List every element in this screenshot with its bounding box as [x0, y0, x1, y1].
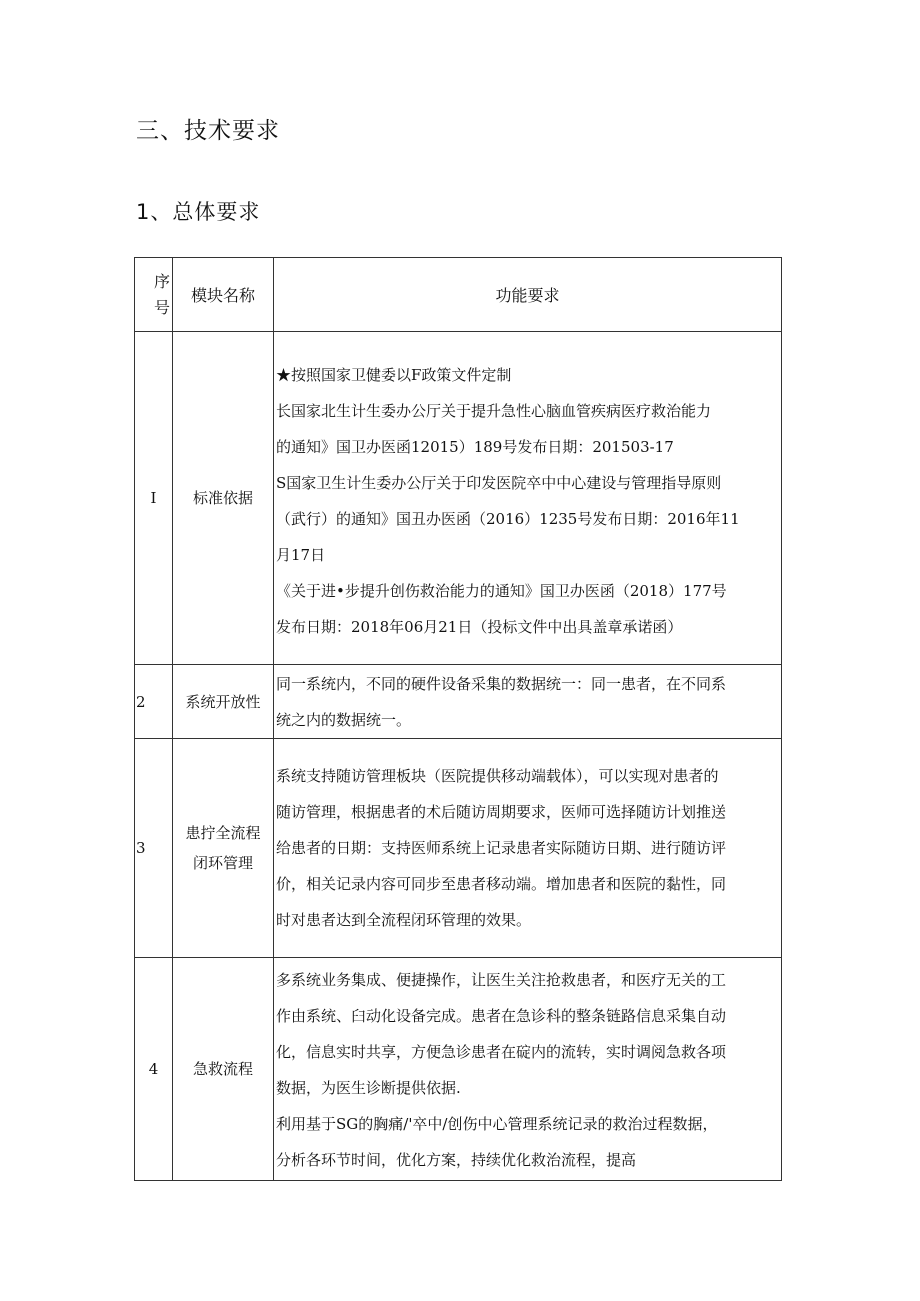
module-name: 急救流程 [173, 958, 274, 1181]
table-row [135, 739, 782, 958]
row-number: 4 [135, 958, 173, 1181]
row-number: 3 [135, 739, 173, 958]
requirements-table [134, 257, 782, 1181]
row-number: I [135, 332, 173, 665]
module-name: 标准依据 [173, 332, 274, 665]
table-row [135, 958, 782, 1181]
function-text: ★按照国家卫健委以F政策文件定制 长国家北生计生委办公厅关于提升急性心脑血管疾病医疗救治能力 的通知》国卫办医函12015）189号发布日期：201503-17 S国家卫生计生委办公厅关于印发医院卒中中心建设与管理指导原则 （武行）的通知》国丑办医函（2016）1235号发布日期：2016年11 月17日 《关于进•步提升创伤救治能力的通知》国卫办医函（2018）177号 发布日期：2018年06月21日（投标文件中出具盖章承诺函） [274, 332, 782, 665]
function-text: 系统支持随访管理板块（医院提供移动端载体），可以实现对患者的 随访管理，根据患者的术后随访周期要求，医师可选择随访计划推送 给患者的日期：支持医师系统上记录患者实际随访日期、进行随访评 价，相关记录内容可同步至患者移动端。增加患者和医院的黏性，同 时对患者达到全流程闭环管理的效果。 [274, 739, 782, 958]
table-row [135, 665, 782, 739]
table-row [135, 332, 782, 665]
header-function: 功能要求 [274, 258, 782, 332]
module-name: 系统开放性 [173, 665, 274, 739]
section-heading: 三、技术要求 [136, 118, 280, 144]
header-seq: 序 号 [135, 258, 173, 332]
subsection-heading: 1、总体要求 [136, 200, 261, 224]
header-module: 模块名称 [173, 258, 274, 332]
function-text: 多系统业务集成、便捷操作，让医生关注抢救患者，和医疗无关的工 作由系统、臼动化设备完成。患者在急诊科的整条链路信息采集自动 化，信息实时共享，方便急诊患者在碇内的流转，实时调阅急救各项 数据，为医生诊断提供依据. 利用基于SG的胸痛/'卒中/创伤中心管理系统记录的救治过程数据， 分析各环节时间，优化方案，持续优化救治流程，提高 [274, 958, 782, 1181]
function-text: 同一系统内，不同的硬件设备采集的数据统一：同一患者，在不同系 统之内的数据统一。 [274, 665, 782, 739]
row-number: 2 [135, 665, 173, 739]
module-name: 患拧全流程 闭环管理 [173, 739, 274, 958]
table-header-row [135, 258, 782, 332]
